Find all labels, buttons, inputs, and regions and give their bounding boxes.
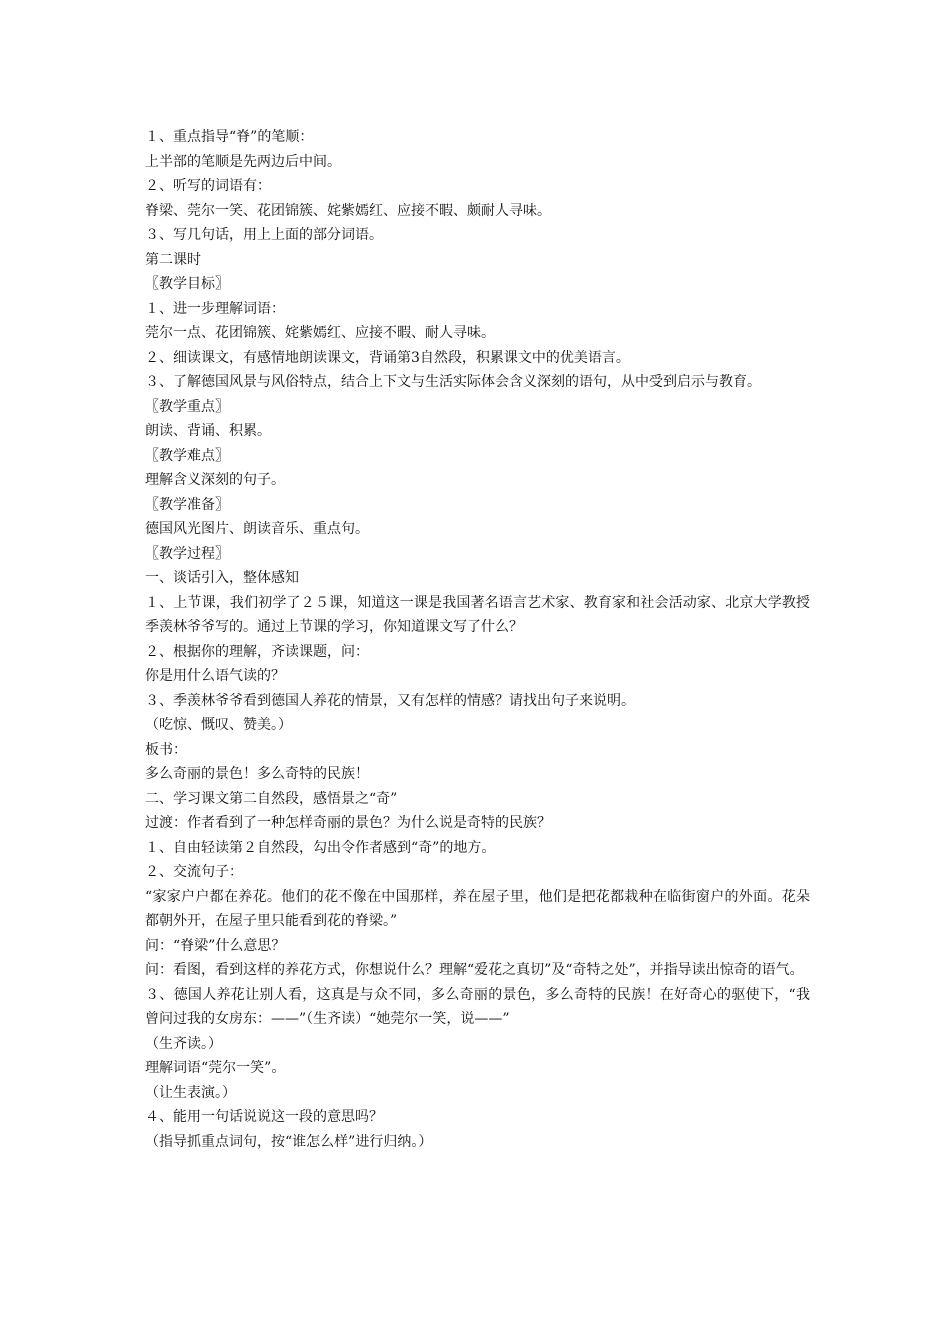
text-paragraph: １、上节课，我们初学了２５课，知道这一课是我国著名语言艺术家、教育家和社会活动家、北京大学教授季羡林爷爷写的。通过上节课的学习，你知道课文写了什么？ <box>145 594 810 635</box>
text-line: 莞尔一点、花团锦簇、姹紫嫣红、应接不暇、耐人寻味。 <box>145 325 495 341</box>
text-paragraph: ３、德国人养花让别人看，这真是与众不同，多么奇丽的景色，多么奇特的民族！在好奇心的驱使下，“我曾问过我的女房东：——”（生齐读）“她莞尔一笑，说——” <box>145 986 810 1027</box>
text-line: 一、谈话引入，整体感知 <box>145 570 299 586</box>
text-line: 理解词语“莞尔一笑”。 <box>145 1060 286 1076</box>
text-line: 理解含义深刻的句子。 <box>145 472 285 488</box>
text-line: 朗读、背诵、积累。 <box>145 423 271 439</box>
text-line: 问：“脊梁”什么意思？ <box>145 937 286 954</box>
text-line: 过渡：作者看到了一种怎样奇丽的景色？为什么说是奇特的民族？ <box>145 815 551 831</box>
text-line: （吃惊、慨叹、赞美。） <box>145 717 292 733</box>
text-line: ２、根据你的理解，齐读课题，问： <box>145 643 369 660</box>
text-paragraph: 问：看图，看到这样的养花方式，你想说什么？理解“爱花之真切”及“奇特之处”，并指导读出惊奇的语气。 <box>145 962 804 978</box>
section-label: 〖教学重点〗 <box>145 398 229 415</box>
text-line: １、重点指导“脊”的笔顺： <box>145 129 314 145</box>
text-line: （让生表演。） <box>145 1084 236 1101</box>
text-line: 多么奇丽的景色！多么奇特的民族！ <box>145 766 369 782</box>
text-line: １、进一步理解词语： <box>145 300 285 317</box>
section-label: 〖教学目标〗 <box>145 276 229 292</box>
text-line: ２、细读课文，有感情地朗读课文，背诵第3自然段，积累课文中的优美语言。 <box>145 349 630 366</box>
text-paragraph: “家家户户都在养花。他们的花不像在中国那样，养在屋子里，他们是把花都栽种在临街窗户的外面。花朵都朝外开，在屋子里只能看到花的脊梁。” <box>145 888 810 929</box>
section-label: 〖教学准备〗 <box>145 496 229 513</box>
text-paragraph: ３、了解德国风景与风俗特点，结合上下文与生活实际体会含义深刻的语句，从中受到启示与教育。 <box>145 374 761 390</box>
text-line: 脊梁、莞尔一笑、花团锦簇、姹紫嫣红、应接不暇、颇耐人寻味。 <box>145 202 551 219</box>
section-label: 〖教学过程〗 <box>145 545 229 562</box>
text-line: ４、能用一句话说说这一段的意思吗？ <box>145 1109 383 1125</box>
text-line: １、自由轻读第２自然段，勾出令作者感到“奇”的地方。 <box>145 839 496 856</box>
section-heading: 第二课时 <box>145 251 201 268</box>
section-label: 〖教学难点〗 <box>145 447 229 464</box>
text-line: ２、交流句子： <box>145 864 243 880</box>
text-line: ３、季羡林爷爷看到德国人养花的情景，又有怎样的情感？请找出句子来说明。 <box>145 692 635 709</box>
text-line: ２、听写的词语有： <box>145 178 271 194</box>
text-line: （指导抓重点词句，按“谁怎么样”进行归纳。） <box>145 1133 433 1150</box>
text-line: （生齐读。） <box>145 1035 222 1052</box>
text-line: 上半部的笔顺是先两边后中间。 <box>145 153 341 170</box>
text-line: 二、学习课文第二自然段，感悟景之“奇” <box>145 790 398 807</box>
text-line: 德国风光图片、朗读音乐、重点句。 <box>145 521 369 537</box>
text-line: 你是用什么语气读的？ <box>145 668 285 684</box>
text-line: 板书： <box>145 741 187 758</box>
text-line: ３、写几句话，用上上面的部分词语。 <box>145 227 383 243</box>
document-body <box>145 125 810 1154</box>
